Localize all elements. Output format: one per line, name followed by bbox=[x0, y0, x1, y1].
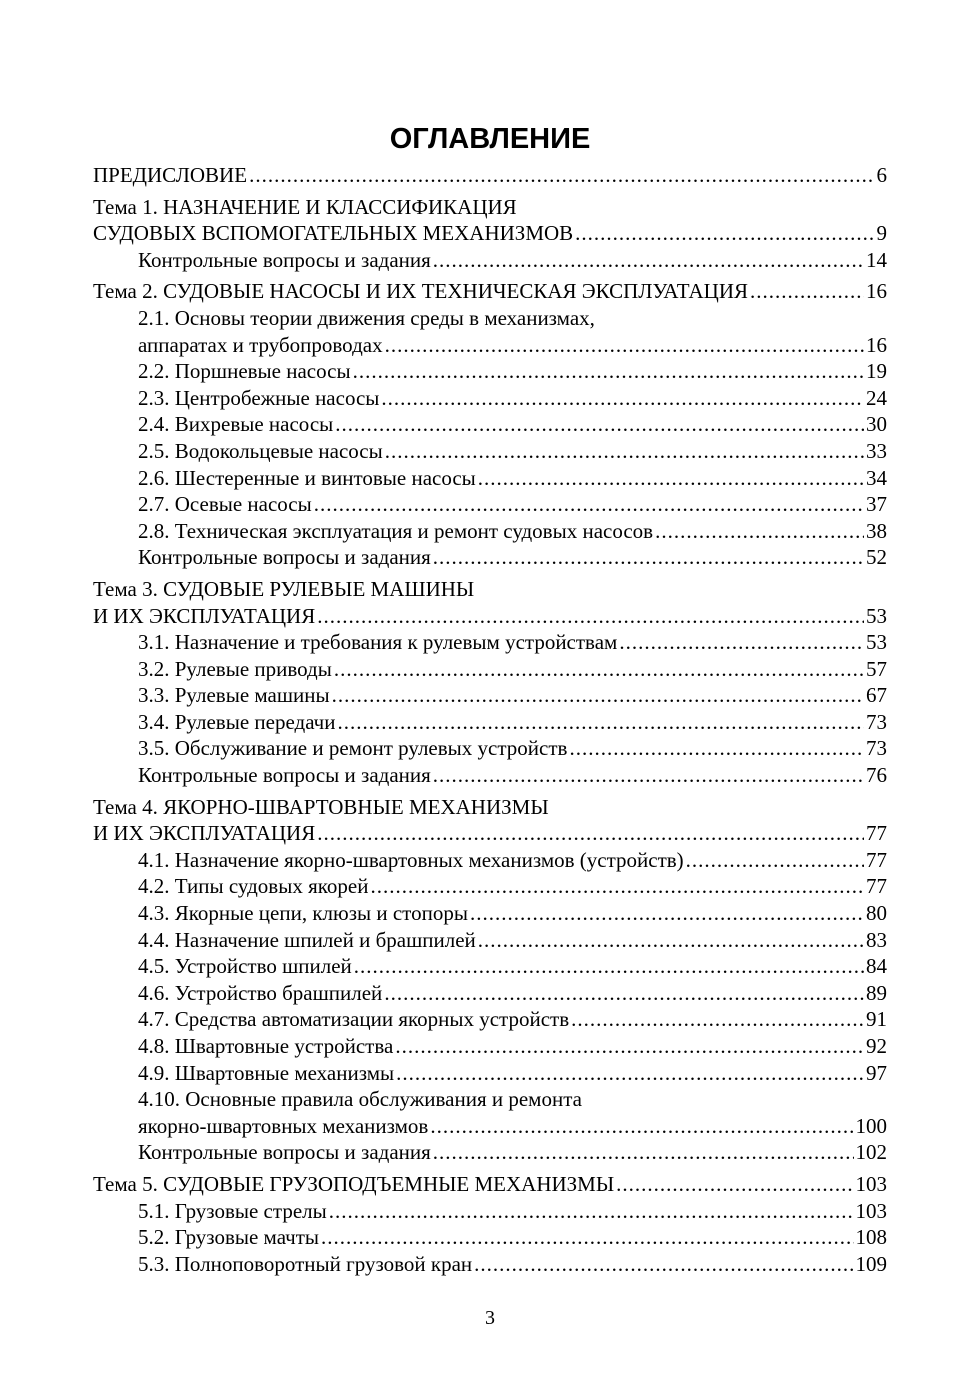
toc-leader-dots bbox=[314, 491, 864, 518]
toc-entry-title: 2.7. Осевые насосы bbox=[138, 492, 312, 517]
toc-entry-title: 3.3. Рулевые машины bbox=[138, 683, 330, 708]
toc-entry-page: 67 bbox=[866, 683, 887, 708]
toc-entry-title: 2.5. Водокольцевые насосы bbox=[138, 438, 383, 463]
toc-entry-title: 4.7. Средства автоматизации якорных устройств bbox=[138, 1007, 570, 1032]
toc-leader-dots bbox=[317, 603, 864, 630]
page-number: 3 bbox=[485, 1307, 495, 1329]
page-title: ОГЛАВЛЕНИЕ bbox=[389, 123, 591, 155]
toc-entry bbox=[93, 1006, 887, 1033]
toc-entry bbox=[93, 603, 887, 630]
toc-entry-page: 97 bbox=[866, 1060, 887, 1085]
toc-entry-title: 4.8. Швартовные устройства bbox=[138, 1034, 394, 1058]
toc-leader-dots bbox=[571, 1006, 864, 1033]
toc-entry bbox=[93, 980, 887, 1007]
toc-entry-page: 16 bbox=[866, 332, 887, 357]
toc-entry-title: 3.1. Назначение и требования к рулевым устройствам bbox=[138, 630, 618, 655]
toc-entry-page: 37 bbox=[866, 492, 887, 517]
toc-entry bbox=[93, 900, 887, 927]
toc-entry-page: 24 bbox=[866, 385, 887, 410]
toc-entry-title: 2.2. Поршневые насосы bbox=[138, 359, 351, 384]
toc-entry-title: Контрольные вопросы и задания bbox=[138, 545, 431, 570]
toc-entry-page: 14 bbox=[866, 247, 887, 272]
toc-entry bbox=[93, 305, 887, 332]
toc-entry bbox=[93, 682, 887, 709]
toc-entry-page: 6 bbox=[876, 163, 887, 187]
toc-entry bbox=[93, 491, 887, 518]
toc-entry-page: 108 bbox=[855, 1225, 887, 1250]
toc-leader-dots bbox=[249, 162, 874, 189]
toc-entry-title: 3.2. Рулевые приводы bbox=[138, 656, 332, 681]
toc-entry-title: СУДОВЫХ ВСПОМОГАТЕЛЬНЫХ МЕХАНИЗМОВ bbox=[93, 221, 574, 246]
toc-entry-title: 5.2. Грузовые мачты bbox=[138, 1225, 320, 1250]
toc-entry bbox=[93, 1198, 887, 1225]
toc-leader-dots bbox=[470, 900, 864, 927]
toc-entry bbox=[93, 1139, 887, 1166]
toc-entry bbox=[93, 544, 887, 571]
toc-entry bbox=[93, 794, 887, 821]
toc-leader-dots bbox=[381, 385, 864, 412]
toc-entry-title: Тема 1. НАЗНАЧЕНИЕ И КЛАССИФИКАЦИЯ bbox=[93, 194, 517, 219]
toc-entry bbox=[93, 518, 887, 545]
toc-entry bbox=[93, 194, 887, 221]
toc-leader-dots bbox=[354, 953, 864, 980]
toc-entry-page: 57 bbox=[866, 656, 887, 681]
toc-entry-page: 89 bbox=[866, 980, 887, 1005]
toc-entry bbox=[93, 1113, 887, 1140]
toc-leader-dots bbox=[335, 411, 864, 438]
toc-entry-title: 3.4. Рулевые передачи bbox=[138, 709, 336, 734]
toc-leader-dots bbox=[385, 332, 864, 359]
toc-leader-dots bbox=[474, 1251, 853, 1278]
toc-entry-page: 83 bbox=[866, 927, 887, 952]
toc-entry-page: 91 bbox=[866, 1007, 887, 1032]
toc-entry-title: 5.1. Грузовые стрелы bbox=[138, 1198, 327, 1223]
toc-leader-dots bbox=[433, 1139, 854, 1166]
toc-entry bbox=[93, 1060, 887, 1087]
toc-leader-dots bbox=[686, 847, 864, 874]
toc-entry-title: Тема 4. ЯКОРНО-ШВАРТОВНЫЕ МЕХАНИЗМЫ bbox=[93, 794, 549, 819]
toc-entry-title: И ИХ ЭКСПЛУАТАЦИЯ bbox=[93, 821, 316, 846]
toc-entry-page: 73 bbox=[866, 709, 887, 734]
toc-entry bbox=[93, 247, 887, 274]
toc-leader-dots bbox=[384, 980, 864, 1007]
toc-entry bbox=[93, 1224, 887, 1251]
toc-leader-dots bbox=[655, 518, 864, 545]
toc-entry-title: 4.9. Швартовные механизмы bbox=[138, 1060, 395, 1085]
toc-entry-title: 2.3. Центробежные насосы bbox=[138, 385, 380, 410]
toc-entry-title: 4.1. Назначение якорно-швартовных механизмов (устройств) bbox=[138, 847, 684, 872]
toc-leader-dots bbox=[478, 927, 864, 954]
toc-entry bbox=[93, 438, 887, 465]
toc-leader-dots bbox=[433, 247, 864, 274]
toc-entry bbox=[93, 162, 887, 189]
toc-entry-page: 103 bbox=[855, 1198, 887, 1223]
toc-entry-title: якорно-швартовных механизмов bbox=[138, 1113, 429, 1138]
toc-leader-dots bbox=[619, 629, 864, 656]
toc-leader-dots bbox=[337, 709, 864, 736]
toc-entry-title: 4.3. Якорные цепи, клюзы и стопоры bbox=[138, 901, 468, 926]
toc-entry-page: 76 bbox=[866, 763, 887, 788]
toc-entry-title: Контрольные вопросы и задания bbox=[138, 247, 431, 272]
toc-entry-page: 30 bbox=[866, 412, 887, 437]
toc-entry bbox=[93, 629, 887, 656]
toc-leader-dots bbox=[353, 358, 864, 385]
toc-entry-title: Контрольные вопросы и задания bbox=[138, 763, 431, 788]
toc-entry-page: 19 bbox=[866, 359, 887, 384]
toc-entry-page: 77 bbox=[866, 847, 887, 872]
toc-entry-page: 100 bbox=[855, 1113, 887, 1138]
toc-entry-page: 9 bbox=[876, 221, 887, 246]
toc-entry bbox=[93, 656, 887, 683]
toc-entry-title: 2.4. Вихревые насосы bbox=[138, 412, 334, 437]
toc-entry bbox=[93, 385, 887, 412]
toc-entry bbox=[93, 709, 887, 736]
toc-entry-page: 77 bbox=[866, 821, 887, 846]
toc-leader-dots bbox=[478, 465, 864, 492]
toc-leader-dots bbox=[395, 1033, 864, 1060]
toc-leader-dots bbox=[750, 278, 864, 305]
toc-entry-page: 33 bbox=[866, 438, 887, 463]
toc-leader-dots bbox=[433, 762, 864, 789]
toc-entry-title: 2.1. Основы теории движения среды в механизмах, bbox=[138, 305, 595, 330]
toc-entry bbox=[93, 220, 887, 247]
toc-entry-page: 52 bbox=[866, 545, 887, 570]
toc-entry-title: Тема 2. СУДОВЫЕ НАСОСЫ И ИХ ТЕХНИЧЕСКАЯ ЭКСПЛУАТАЦИЯ bbox=[93, 279, 748, 304]
toc-entry bbox=[93, 465, 887, 492]
toc-entry bbox=[93, 847, 887, 874]
toc-entry-title: 4.4. Назначение шпилей и брашпилей bbox=[138, 927, 476, 952]
toc-entry-page: 80 bbox=[866, 901, 887, 926]
toc-entry-page: 16 bbox=[866, 279, 887, 304]
toc-entry-title: аппаратах и трубопроводах bbox=[138, 332, 383, 357]
toc-entry-page: 73 bbox=[866, 736, 887, 761]
toc-entry-title: 2.8. Техническая эксплуатация и ремонт судовых насосов bbox=[138, 518, 654, 543]
toc-entry bbox=[93, 820, 887, 847]
toc-entry-page: 92 bbox=[866, 1034, 887, 1058]
toc-entry bbox=[93, 358, 887, 385]
toc-entry bbox=[93, 1251, 887, 1278]
toc-entry bbox=[93, 953, 887, 980]
toc-entry bbox=[93, 1086, 887, 1113]
toc-entry bbox=[93, 332, 887, 359]
toc-entry bbox=[93, 873, 887, 900]
toc-leader-dots bbox=[317, 820, 864, 847]
toc-entry bbox=[93, 927, 887, 954]
toc-leader-dots bbox=[616, 1171, 853, 1198]
toc-entry-title: И ИХ ЭКСПЛУАТАЦИЯ bbox=[93, 603, 316, 628]
toc-leader-dots bbox=[385, 438, 864, 465]
toc-entry-title: Контрольные вопросы и задания bbox=[138, 1140, 431, 1165]
toc-leader-dots bbox=[575, 220, 874, 247]
toc-entry-page: 77 bbox=[866, 874, 887, 899]
toc-leader-dots bbox=[396, 1060, 864, 1087]
toc-entry-title: 2.6. Шестеренные и винтовые насосы bbox=[138, 465, 476, 490]
toc-entry bbox=[93, 762, 887, 789]
toc-entry-title: ПРЕДИСЛОВИЕ bbox=[93, 163, 248, 187]
toc-entry bbox=[93, 576, 887, 603]
toc-entry-page: 38 bbox=[866, 518, 887, 543]
toc-entry-page: 103 bbox=[855, 1171, 887, 1196]
toc-entry bbox=[93, 1033, 887, 1060]
toc-entry-title: 4.2. Типы судовых якорей bbox=[138, 874, 369, 899]
toc-entry-page: 53 bbox=[866, 630, 887, 655]
toc-entry-title: 4.6. Устройство брашпилей bbox=[138, 980, 383, 1005]
toc-entry-page: 102 bbox=[855, 1140, 887, 1165]
toc-entry-page: 34 bbox=[866, 465, 887, 490]
toc-entry bbox=[93, 735, 887, 762]
toc-leader-dots bbox=[334, 656, 864, 683]
toc-leader-dots bbox=[433, 544, 864, 571]
table-of-contents bbox=[93, 162, 887, 1277]
toc-entry-title: 5.3. Полноповоротный грузовой кран bbox=[138, 1251, 473, 1276]
toc-entry-title: Тема 3. СУДОВЫЕ РУЛЕВЫЕ МАШИНЫ bbox=[93, 576, 475, 601]
toc-entry bbox=[93, 411, 887, 438]
toc-entry-page: 53 bbox=[866, 603, 887, 628]
toc-leader-dots bbox=[329, 1198, 854, 1225]
toc-entry-title: 3.5. Обслуживание и ремонт рулевых устройств bbox=[138, 736, 568, 761]
toc-leader-dots bbox=[430, 1113, 853, 1140]
toc-leader-dots bbox=[321, 1224, 853, 1251]
toc-entry-title: 4.5. Устройство шпилей bbox=[138, 954, 352, 979]
toc-entry bbox=[93, 278, 887, 305]
toc-entry-page: 84 bbox=[866, 954, 887, 979]
toc-leader-dots bbox=[370, 873, 864, 900]
toc-leader-dots bbox=[569, 735, 864, 762]
toc-leader-dots bbox=[332, 682, 864, 709]
toc-entry bbox=[93, 1171, 887, 1198]
toc-entry-page: 109 bbox=[855, 1251, 887, 1276]
toc-entry-title: 4.10. Основные правила обслуживания и ремонта bbox=[138, 1087, 582, 1112]
toc-entry-title: Тема 5. СУДОВЫЕ ГРУЗОПОДЪЕМНЫЕ МЕХАНИЗМЫ bbox=[93, 1171, 615, 1196]
